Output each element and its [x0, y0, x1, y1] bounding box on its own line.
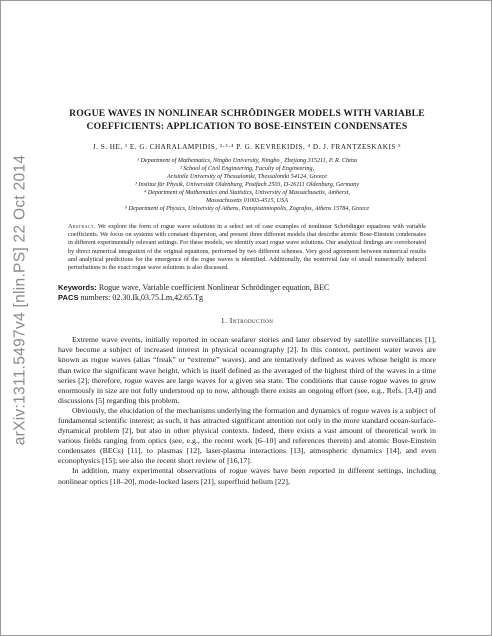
pacs-label: PACS — [58, 293, 79, 303]
keywords-label: Keywords: — [58, 283, 97, 293]
affiliation-line: Aristotle University of Thessaloniki, Thessaloniki 54124, Greece — [167, 173, 327, 180]
arxiv-stamp — [2, 120, 38, 480]
paper-title: ROGUE WAVES IN NONLINEAR SCHRÖDINGER MODELS WITH VARIABLE COEFFICIENTS: APPLICATION TO BOSE-EINSTEIN CONDENSATES — [69, 108, 425, 132]
abstract — [68, 223, 426, 272]
section-number: 1. — [220, 316, 228, 326]
affiliation-line: ² School of Civil Engineering, Faculty of Engineering, — [179, 165, 315, 172]
paper-content — [58, 108, 436, 487]
affiliations — [58, 157, 436, 213]
affiliation-line: Massachusetts 01003-4515, USA — [206, 197, 288, 204]
affiliation-line: ¹ Department of Mathematics, Ningbo University, Ningbo , Zhejiang 315211, P. R. China — [137, 157, 357, 164]
body-paragraph: In addition, many experimental observations of rogue waves have been reported in different settings, including nonlinear optics [18–20], mode-locked lasers [21], superfluid helium [22], — [58, 466, 436, 486]
abstract-label: Abstract. — [68, 223, 96, 230]
body-paragraph: Obviously, the elucidation of the mechanisms underlying the formation and dynamics of rogue waves is a subject of fundamental scientific interest; as such, it has attracted significant attention not only in the more standard ocean-surface-dynamical problem [2], but also in other physical contexts. Indeed, there exists a vast amount of theoretical work in various fields ranging from optics (see, e.g., the recent work [6–10] and references therein) and atomic Bose-Einstein condensates (BECs) [11], to plasmas [12], laser-plasma interactions [13], atmospheric dynamics [14], and even econophysics [15]; see also the recent short review of [16,17]. — [58, 405, 436, 466]
keywords-text: Rogue wave, Variable coefficient Nonlinear Schrödinger equation, BEC — [96, 283, 330, 293]
author-list: J. S. HE, ¹ E. G. CHARALAMPIDIS, ²·³·⁴ P. G. KEVREKIDIS, ⁴ D. J. FRANTZESKAKIS ⁵ — [92, 143, 402, 151]
pacs-text: numbers: 02.30.Ik,03.75.Lm,42.65.Tg — [78, 293, 203, 303]
section-heading — [58, 316, 436, 325]
keywords — [58, 283, 436, 303]
affiliation-line: ³ Institut für Physik, Universität Oldenburg, Postfach 2503, D-26111 Oldenburg, Germany — [135, 181, 359, 188]
affiliation-line: ⁴ Department of Mathematics and Statistics, University of Massachusetts, Amherst, — [144, 189, 350, 196]
abstract-text: We explore the form of rogue wave solutions in a select set of case examples of nonlinear Schrödinger equations with variable coefficients. We focus on systems with constant dispersion, and present three different models that describe atomic Bose-Einstein condensates in different experimentally relevant settings. For these models, we identify exact rogue wave solutions. Our analytical findings are corroborated by direct numerical integration of the original equations, performed by two different schemes. Very good agreement between numerical results and analytical predictions for the emergence of the rogue waves is identified. Additionally, the nontrivial fate of small numerically induced perturbations to the exact rogue wave solutions is also discussed. — [68, 223, 426, 272]
body-paragraph: Extreme wave events, initially reported in ocean seafarer stories and later observed by satellite surveillances [1], have become a subject of increased interest in physical oceanography [2]. In this context, pertinent water waves are known as rogue waves (alias “freak” or “extreme” waves), and are tentatively defined as waves whose height is more than twice the significant wave height, which is itself defined as the averaged of the highest third of the waves in a time series [2]; therefore, rogue waves are large waves for a given sea state. The conditions that cause rogue waves to grow enormously in size are not fully understood up to now, although there exists an ongoing effort (see, e.g., Refs. [3,4]) and discussions [5] regarding this problem. — [58, 335, 436, 405]
arxiv-stamp-text: arXiv:1311.5497v4 [nlin.PS] 22 Oct 2014 — [11, 154, 28, 446]
section-title: Introduction — [229, 316, 274, 326]
affiliation-line: ⁵ Department of Physics, University of Athens, Panepistimiopolis, Zografos, Athens 15784, Greece — [124, 205, 370, 212]
